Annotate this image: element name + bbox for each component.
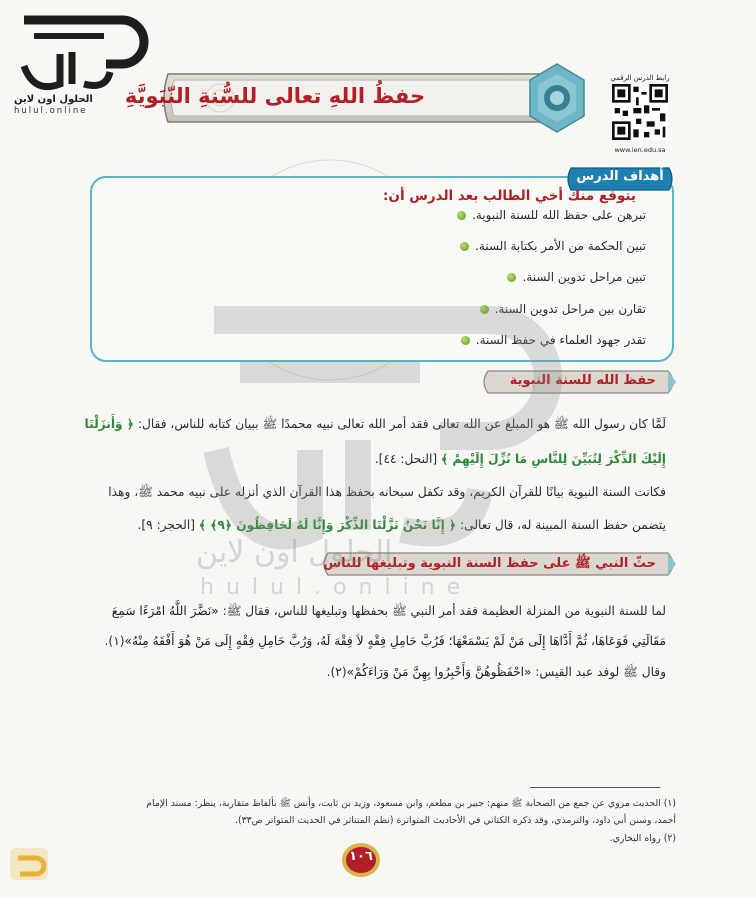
bullet-icon xyxy=(460,242,469,251)
objectives-intro: يتوقع منك أخي الطالب بعد الدرس أن: xyxy=(383,188,636,204)
quran-verse: إِلَيْكَ الذِّكْرَ لِتُبَيِّنَ لِلنَّاسِ مَا نُزِّلَ إِلَيْهِمْ ﴾ xyxy=(441,452,666,466)
section-heading: حفظ الله للسنة النبوية xyxy=(509,373,656,388)
qr-title: رابط الدرس الرقمي xyxy=(610,74,670,82)
logo-caption: الحلول اون لاين xyxy=(14,94,93,105)
bullet-icon xyxy=(461,336,470,345)
hadith-text: «نَضَّرَ اللَّهُ امْرَءًا سَمِعَ xyxy=(111,604,219,618)
paragraph-line: وقال ﷺ لوفد عبد القيس: «احْفَظُوهُنَّ وَأَخْبِرُوا بِهِنَّ مَنْ وَرَاءَكُمْ»(٢). xyxy=(326,665,666,679)
center-watermark-latin: hulul.online xyxy=(200,575,473,600)
paragraph-line: لَمَّا كان رسول الله ﷺ هو المبلغ عن الله تعالى فقد أمر الله تعالى نبيه محمدًا ﷺ ببيان كتابه للناس، فقال: ﴿ وَأَنزَلْنَا xyxy=(84,417,666,431)
objective-item: تقدر جهود العلماء في حفظ السنة. xyxy=(461,333,646,347)
bullet-icon xyxy=(480,305,489,314)
bullet-icon xyxy=(507,273,516,282)
quran-verse: ﴿ وَأَنزَلْنَا xyxy=(84,417,134,431)
footnote-marker[interactable]: (١). xyxy=(104,634,125,648)
objective-item: تبين الحكمة من الأمر بكتابة السنة. xyxy=(460,239,646,253)
paragraph-line xyxy=(375,452,666,466)
logo-latin: hulul.online xyxy=(14,106,88,116)
verse-reference: [النحل: ٤٤]. xyxy=(374,452,442,466)
verse-reference: [الحجر: ٩]. xyxy=(137,518,199,532)
paragraph-line: لما للسنة النبوية من المنزلة العظيمة فقد أمر النبي ﷺ بحفظها وتبليغها للناس، فقال ﷺ: «نَضَّرَ اللَّهُ امْرَءًا سَمِعَ xyxy=(111,604,666,618)
title-emblem-icon xyxy=(526,62,588,134)
footnote-marker[interactable]: (٢). xyxy=(326,665,347,679)
paragraph-line: فكانت السنة النبوية بيانًا للقرآن الكريم، وقد تكفل سبحانه بحفظ هذا القرآن الذي أنزله على نبيه محمد ﷺ، وهذا xyxy=(108,485,666,499)
hadith-text: «احْفَظُوهُنَّ وَأَخْبِرُوا بِهِنَّ مَنْ وَرَاءَكُمْ» xyxy=(346,665,532,679)
qr-link-box[interactable] xyxy=(607,74,673,154)
page-number: ١٠٦ xyxy=(349,849,373,864)
hadith-text: مَقَالَتِي فَوَعَاهَا، ثُمَّ أَدَّاهَا إِلَى مَنْ لَمْ يَسْمَعْهَا؛ فَرُبَّ حَامِلِ فِقْهٍ لاَ فِقْهَ لَهُ، وَرُبَّ حَامِلِ فِقْهٍ إِلَى مَنْ هُوَ أَفْقَهُ مِنْهُ» xyxy=(124,634,666,648)
section-heading: حثّ النبي ﷺ على حفظ السنة النبوية وتبليغها للناس xyxy=(323,556,656,571)
bullet-icon xyxy=(457,211,466,220)
quran-verse: ﴿ إِنَّا نَحْنُ نَزَّلْنَا الذِّكْرَ وَإِنَّا لَهُ لَحَافِظُونَ ﴿٩﴾ ﴾ xyxy=(198,518,457,532)
footnote: أحمد، وسنن أبي داود، والترمذي، وقد ذكره الكتاني في الأحاديث المتواترة (نظم المتناثر في الحديث المتواتر ص٣٣). xyxy=(235,815,676,826)
page-title: حفظُ اللهِ تعالى للسُّنةِ النّبَويَّةِ xyxy=(124,84,426,108)
objectives-tab-label: أهداف الدرس xyxy=(576,169,664,184)
qr-url: www.ien.edu.sa xyxy=(614,146,666,154)
objective-item: تقارن بين مراحل تدوين السنة. xyxy=(480,302,646,316)
qr-code-icon[interactable] xyxy=(612,84,668,140)
objective-item: تبرهن على حفظ الله للسنة النبوية. xyxy=(457,208,646,222)
paragraph-line xyxy=(105,634,666,648)
paragraph-line: يتضمن حفظ السنة المبينة له، قال تعالى: ﴿ إِنَّا نَحْنُ نَزَّلْنَا الذِّكْرَ وَإِنَّا لَهُ لَحَافِظُونَ ﴿٩﴾ ﴾ [الحجر: ٩]. xyxy=(137,518,666,532)
footnote: (١) الحديث مروي عن جمع من الصحابة ﷺ منهم: جبير بن مطعم، وابن مسعود، وزيد بن ثابت، وأنس ﷺ بألفاظ متقاربة، ينظر: مسند الإمام xyxy=(146,798,676,809)
footnote: (٢) رواه البخاري. xyxy=(609,833,676,844)
center-watermark-caption: الحلول اون لاين xyxy=(196,535,393,570)
footnote-divider xyxy=(530,787,660,788)
objective-item: تبين مراحل تدوين السنة. xyxy=(507,270,646,284)
